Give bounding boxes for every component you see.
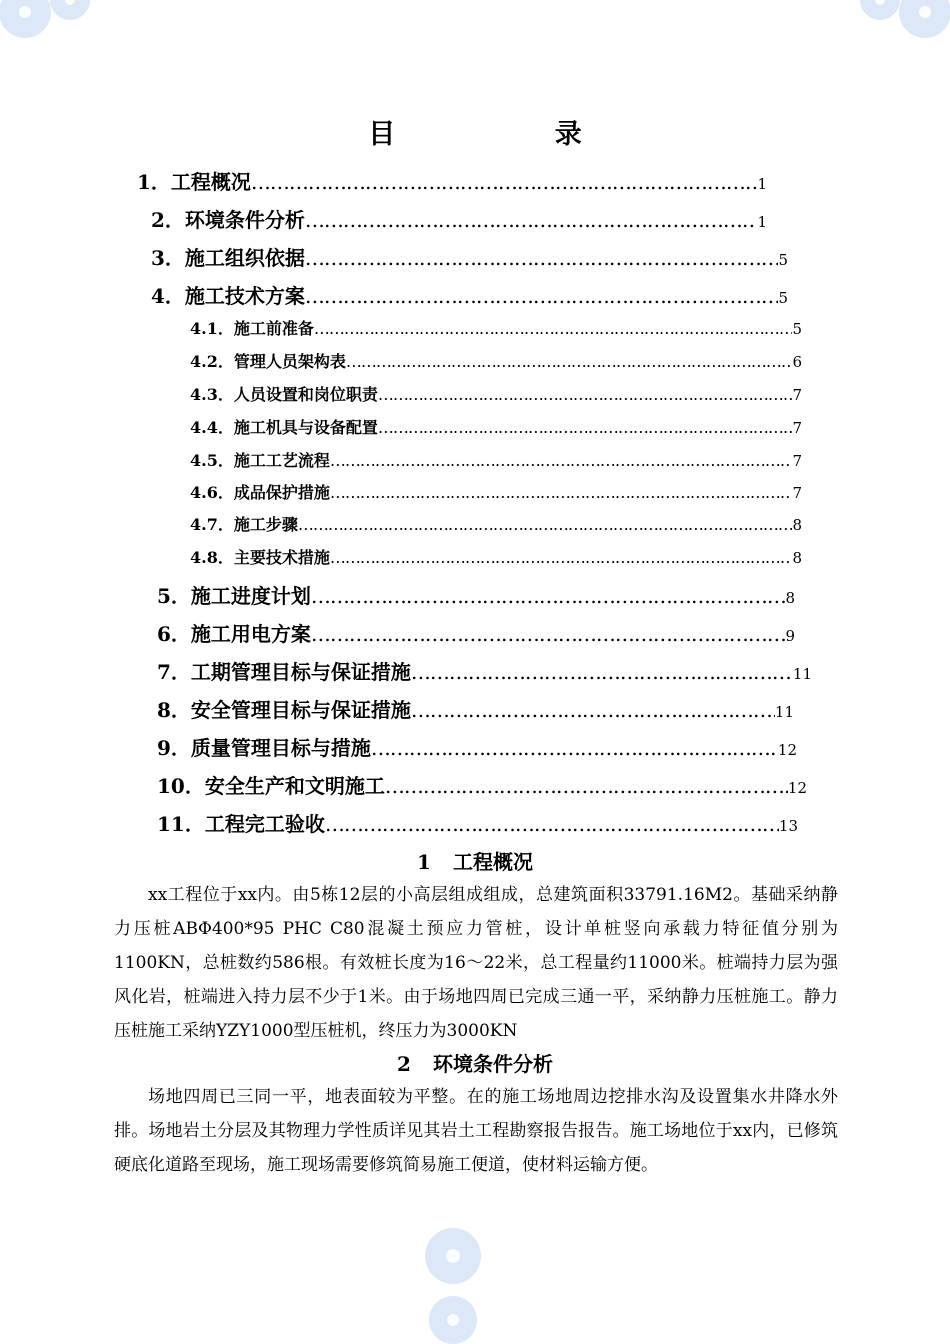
toc-entry-label: 1．工程概况 (137, 170, 251, 194)
toc-leader-dots (314, 319, 793, 338)
toc-entry[interactable] (157, 618, 795, 647)
toc-leader-dots (411, 698, 775, 722)
snowflake-watermark-icon (855, 0, 950, 80)
toc-entry-page: 7 (792, 452, 802, 470)
toc-entry-page: 12 (777, 741, 797, 759)
toc-entry-page: 11 (792, 665, 812, 683)
toc-entry[interactable] (190, 512, 802, 535)
toc-entry[interactable] (190, 415, 802, 438)
toc-entry[interactable] (157, 808, 798, 837)
toc-leader-dots (330, 483, 793, 502)
toc-leader-dots (371, 736, 778, 760)
toc-entry-label: 4．施工技术方案 (151, 284, 305, 308)
section-title: 环境条件分析 (432, 1052, 553, 1076)
section-heading (0, 1048, 950, 1077)
toc-entry-page: 7 (792, 484, 802, 502)
toc-leader-dots (311, 622, 786, 646)
toc-entry[interactable] (157, 580, 795, 609)
toc-leader-dots (385, 774, 788, 798)
snowflake-watermark-icon (418, 1226, 488, 1344)
toc-entry-label: 7．工期管理目标与保证措施 (157, 660, 411, 684)
snowflake-watermark-icon (0, 0, 95, 80)
toc-title: 目 录 (368, 119, 657, 150)
toc-entry-label: 11．工程完工验收 (157, 812, 325, 836)
toc-entry-label: 4.4．施工机具与设备配置 (190, 418, 378, 437)
toc-entry-page: 12 (787, 779, 807, 797)
toc-entry[interactable] (190, 382, 802, 405)
toc-entry-label: 8．安全管理目标与保证措施 (157, 698, 411, 722)
toc-leader-dots (325, 812, 779, 836)
toc-entry[interactable] (190, 316, 802, 339)
toc-entry-label: 3．施工组织依据 (151, 246, 305, 270)
toc-entry[interactable] (157, 732, 797, 761)
toc-leader-dots (305, 246, 779, 270)
section-body: xx工程位于xx内。由5栋12层的小高层组成组成，总建筑面积33791.16M2。基础采纳静力压桩ABΦ400*95 PHC C80混凝土预应力管桩，设计单桩竖向承载力特征值分别为1100KN，总桩数约586根。有效桩长度为16～22米，总工程量约11000米。桩端持力层为强风化岩，桩端进入持力层不少于1米。由于场地四周已完成三通一平，采纳静力压桩施工。静力压桩施工采纳YZY1000型压桩机，终压力为3000KN (114, 885, 838, 1041)
toc-entry-label: 4.5．施工工艺流程 (190, 451, 330, 470)
toc-leader-dots (411, 660, 793, 684)
toc-entry-label: 4.8．主要技术措施 (190, 548, 330, 567)
toc-leader-dots (346, 352, 793, 371)
toc-entry[interactable] (157, 694, 794, 723)
toc-entry-label: 2．环境条件分析 (151, 208, 305, 232)
section-body: 场地四周已三同一平，地表面较为平整。在的施工场地周边挖排水沟及设置集水井降水外排。场地岩土分层及其物理力学性质详见其岩土工程勘察报告报告。施工场地位于xx内，已修筑硬底化道路至现场，施工现场需要修筑简易施工便道，使材料运输方便。 (114, 1087, 838, 1175)
section-title: 工程概况 (452, 850, 533, 874)
toc-entry[interactable] (157, 656, 812, 685)
toc-entry[interactable] (151, 280, 788, 309)
toc-entry-page: 9 (785, 627, 795, 645)
toc-entry[interactable] (190, 349, 802, 372)
toc-entry-page: 8 (792, 516, 802, 534)
toc-entry-label: 4.6．成品保护措施 (190, 483, 330, 502)
toc-leader-dots (305, 284, 779, 308)
section-number: 2 (397, 1052, 411, 1076)
toc-leader-dots (311, 584, 786, 608)
toc-entry-page: 5 (778, 251, 788, 269)
toc-entry-page: 1 (757, 175, 767, 193)
toc-entry[interactable] (190, 480, 802, 503)
toc-leader-dots (251, 170, 758, 194)
toc-leader-dots (378, 418, 793, 437)
toc-leader-dots (330, 451, 793, 470)
toc-entry-label: 4.2．管理人员架构表 (190, 352, 346, 371)
toc-entry-page: 7 (792, 386, 802, 404)
toc-entry-label: 10．安全生产和文明施工 (157, 774, 385, 798)
toc-entry-label: 4.7．施工步骤 (190, 515, 298, 534)
toc-leader-dots (305, 208, 758, 232)
toc-entry-page: 13 (778, 817, 798, 835)
toc-entry-page: 8 (792, 549, 802, 567)
toc-entry-page: 6 (792, 353, 802, 371)
toc-leader-dots (298, 515, 793, 534)
toc-entry[interactable] (157, 770, 807, 799)
toc-entry[interactable] (151, 242, 788, 271)
toc-entry-page: 8 (785, 589, 795, 607)
toc-leader-dots (378, 385, 793, 404)
toc-entry[interactable] (151, 204, 767, 233)
toc-entry-label: 5．施工进度计划 (157, 584, 311, 608)
toc-entry-page: 5 (792, 320, 802, 338)
section-heading (0, 846, 950, 875)
toc-entry[interactable] (190, 448, 802, 471)
toc-entry-page: 1 (757, 213, 767, 231)
toc-entry-page: 11 (774, 703, 794, 721)
toc-entry-label: 4.3．人员设置和岗位职责 (190, 385, 378, 404)
toc-entry[interactable] (190, 545, 802, 568)
toc-entry-page: 5 (778, 289, 788, 307)
toc-entry-label: 4.1．施工前准备 (190, 319, 314, 338)
toc-leader-dots (330, 548, 793, 567)
toc-entry[interactable] (137, 166, 767, 195)
section-number: 1 (417, 850, 431, 874)
toc-entry-label: 6．施工用电方案 (157, 622, 311, 646)
toc-entry-label: 9．质量管理目标与措施 (157, 736, 371, 760)
toc-entry-page: 7 (792, 419, 802, 437)
